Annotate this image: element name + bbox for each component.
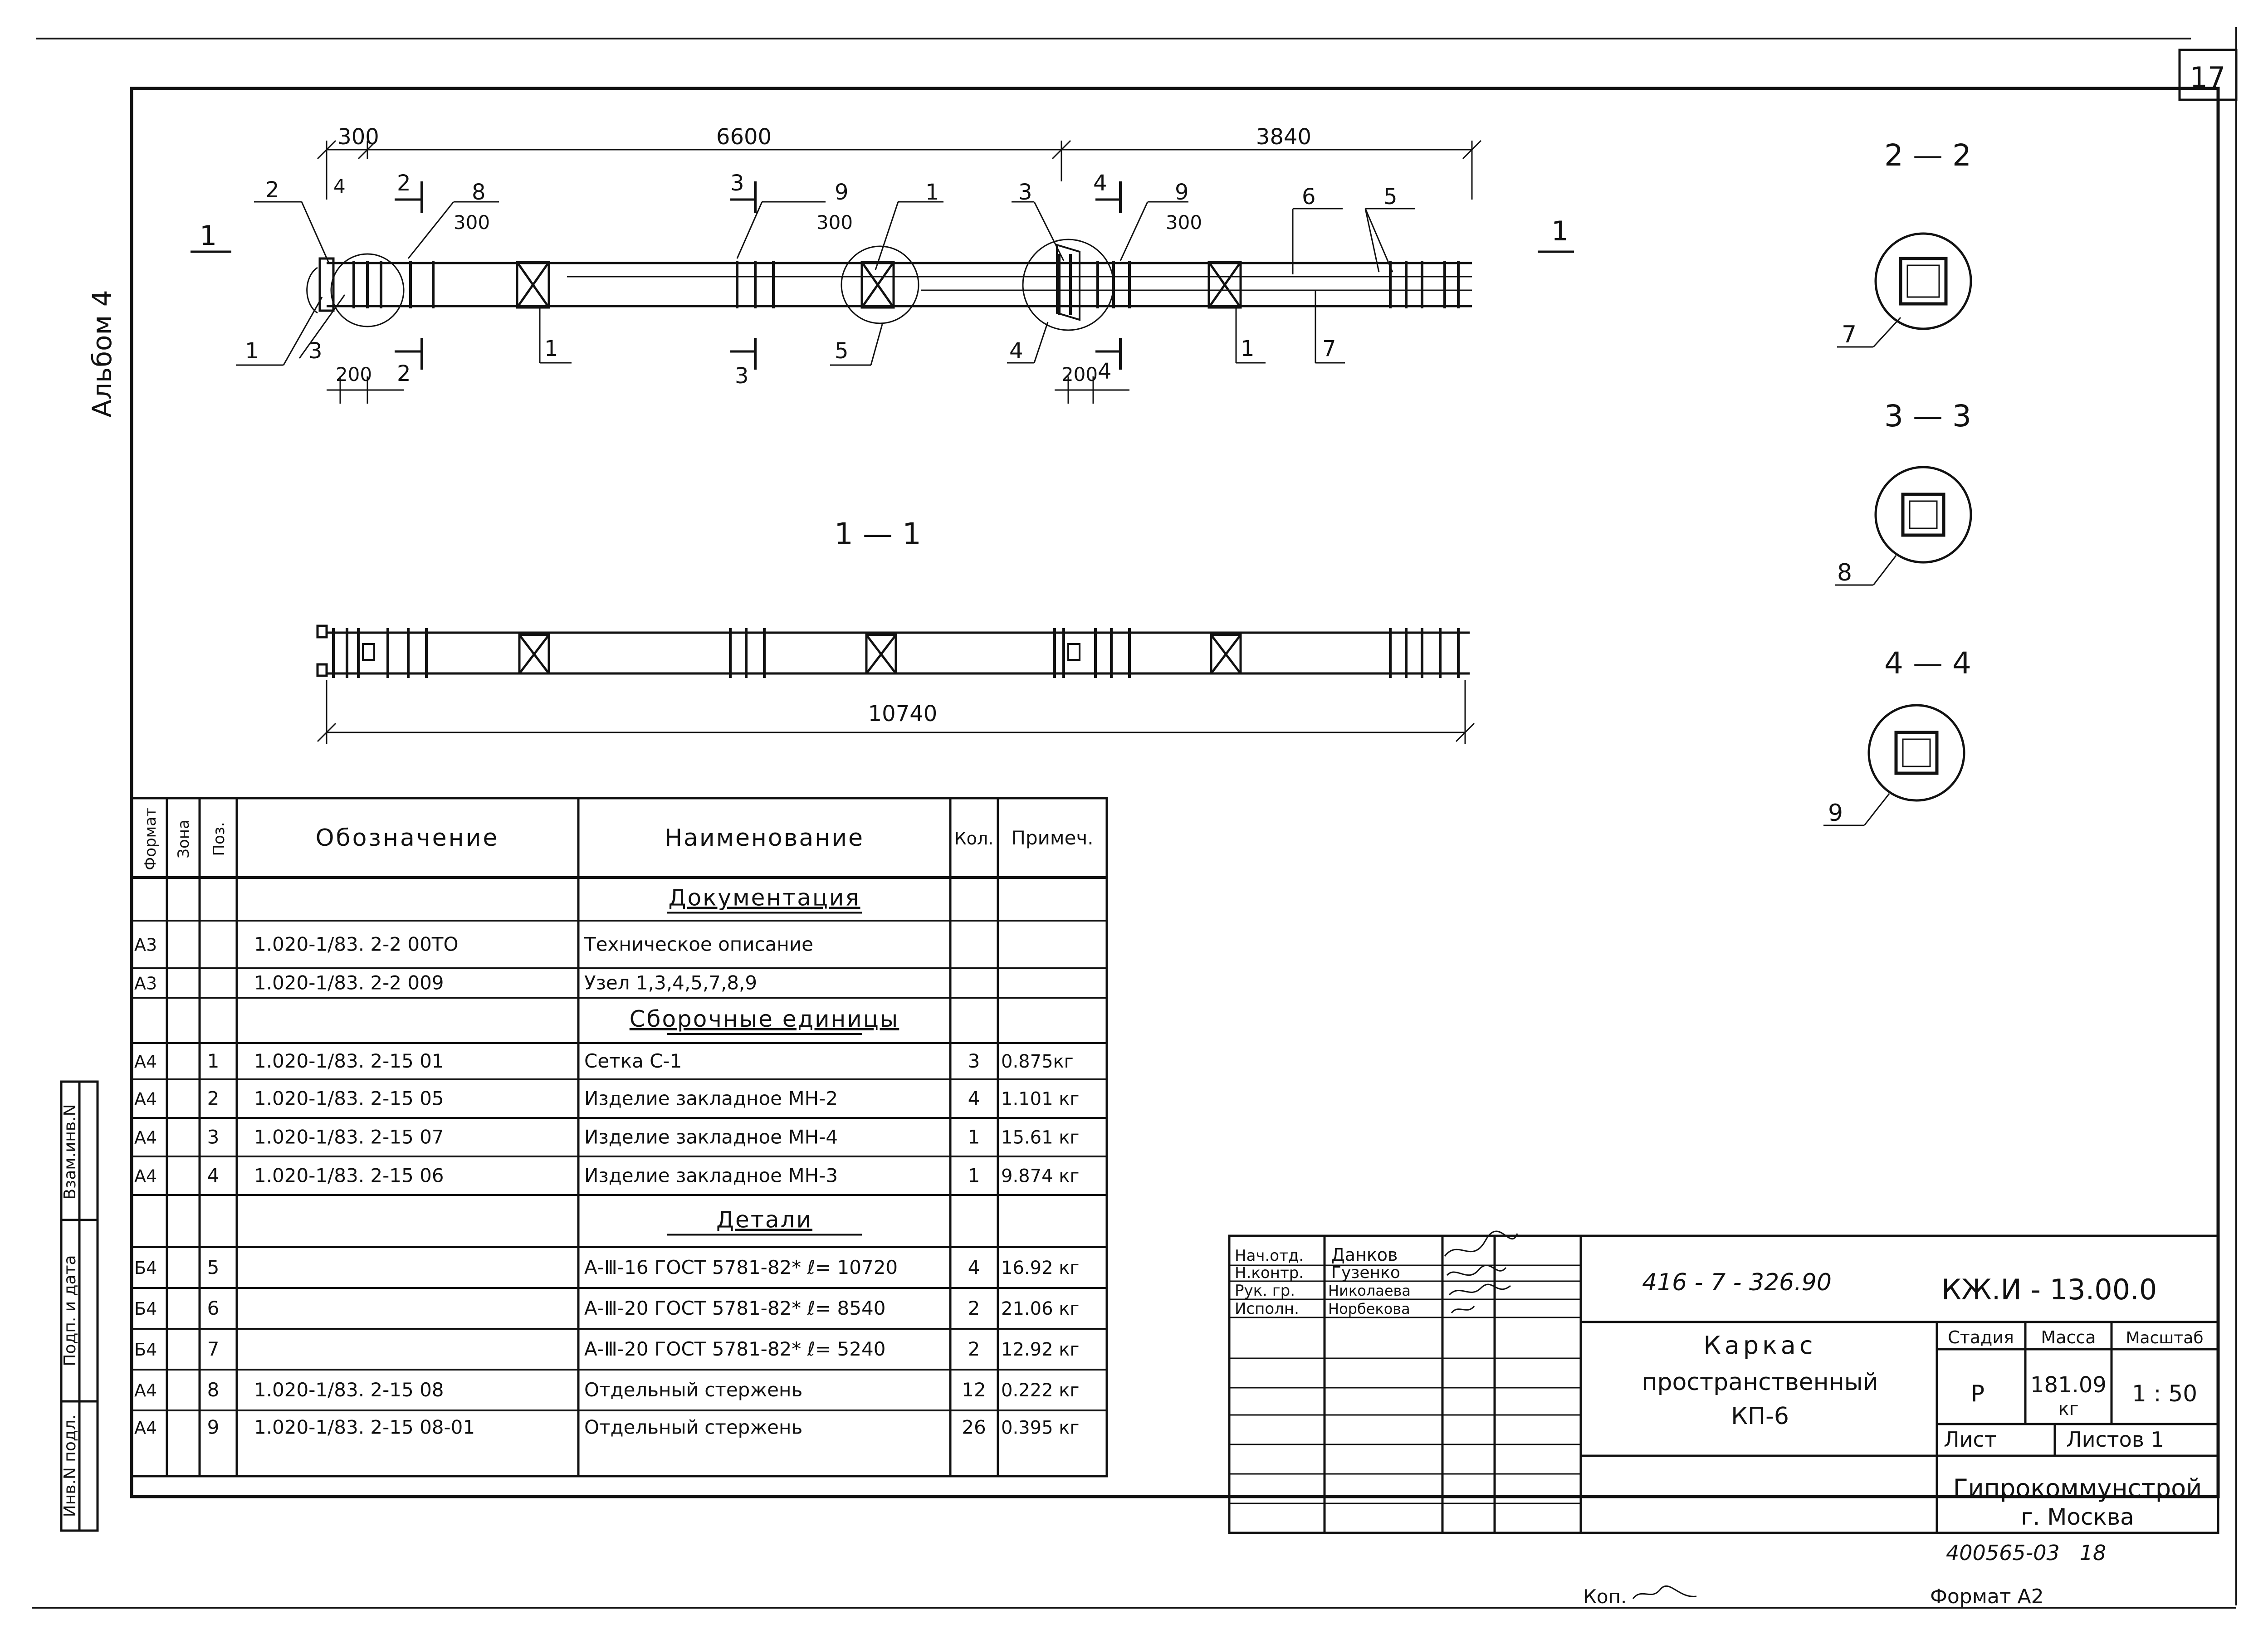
cell-position: 2: [207, 1087, 220, 1110]
cut-2-top: 2: [397, 171, 411, 196]
leader-7: 7: [1322, 336, 1336, 361]
title-line-2: пространственный: [1642, 1369, 1878, 1396]
leader-1a: 1: [925, 180, 939, 205]
cell-position: 8: [207, 1379, 220, 1401]
leader-6: 6: [1302, 184, 1316, 210]
cell-note: 12.92 кг: [1001, 1339, 1080, 1360]
dim-10740: 10740: [868, 701, 938, 727]
dim-300-left: 300: [337, 124, 379, 150]
organization-city: г. Москва: [2021, 1504, 2134, 1530]
signatures: [1445, 1231, 1517, 1313]
leader-1b: 1: [245, 338, 259, 364]
leader-9b: 9: [1175, 180, 1189, 205]
organization-name: Гипрокоммунстрой: [1953, 1474, 2202, 1502]
cell-format: Б4: [134, 1258, 157, 1278]
cell-designation: 1.020-1/83. 2-15 08-01: [254, 1416, 475, 1439]
cell-designation: 1.020-1/83. 2-15 08: [254, 1379, 444, 1401]
cell-format: А4: [134, 1052, 157, 1072]
stamp-label-replace: Взам.инв.N: [61, 1104, 79, 1200]
inventory-number: 400565-03 18: [1946, 1541, 2107, 1565]
cell-quantity: 2: [968, 1338, 980, 1360]
leader-2: 2: [265, 177, 279, 203]
cell-format: А3: [134, 935, 157, 955]
cut-3-bottom: 3: [735, 363, 749, 389]
cut-4-bottom: 4: [1098, 359, 1112, 384]
cross-section-3-3: [1835, 399, 1971, 586]
doc-code: КЖ.И - 13.00.0: [1941, 1273, 2157, 1306]
section-4-4-leader: 9: [1828, 800, 1843, 827]
cell-position: 9: [207, 1416, 220, 1439]
cross-section-2-2: [1837, 138, 1971, 348]
cell-name: Изделие закладное МН-2: [584, 1087, 838, 1110]
cell-quantity: 26: [962, 1416, 986, 1439]
sheets-count: Листов 1: [2066, 1427, 2164, 1452]
cell-format: А4: [134, 1127, 157, 1148]
cross-section-4-4: [1823, 646, 1971, 827]
leader-5: 5: [1383, 184, 1398, 210]
role-exec: Исполн.: [1235, 1300, 1299, 1318]
section-1-1-title: 1 — 1: [834, 517, 921, 551]
col-header-zone: Зона: [175, 819, 193, 858]
cut-1-right: 1: [1551, 215, 1569, 247]
sheet-label: Лист: [1944, 1427, 1997, 1452]
cell-position: 6: [207, 1297, 220, 1319]
person-group: Николаева: [1328, 1282, 1411, 1299]
section-2-2-leader: 7: [1842, 321, 1857, 348]
mass-label: Масса: [2041, 1327, 2096, 1347]
cut-4-small: 4: [333, 175, 346, 197]
cell-quantity: 1: [968, 1126, 980, 1148]
copier-signature: [1633, 1586, 1696, 1599]
role-head: Нач.отд.: [1235, 1247, 1304, 1265]
cell-format: А4: [134, 1089, 157, 1109]
cell-format: А4: [134, 1380, 157, 1400]
cut-1-left: 1: [200, 220, 217, 252]
pitch-300-c: 300: [1165, 211, 1202, 234]
format-label: Формат А2: [1930, 1585, 2044, 1608]
pitch-300-a: 300: [453, 211, 490, 234]
table-section-heading: Документация: [668, 884, 860, 911]
cell-note: 9.874 кг: [1001, 1166, 1080, 1187]
cell-name: Техническое описание: [584, 933, 813, 956]
col-header-name: Наименование: [664, 824, 865, 852]
copied-label: Коп.: [1583, 1585, 1627, 1608]
album-label: Альбом 4: [87, 290, 117, 418]
cell-designation: 1.020-1/83. 2-15 06: [254, 1164, 444, 1187]
cell-designation: 1.020-1/83. 2-2 00ТО: [254, 933, 459, 956]
cell-format: Б4: [134, 1299, 157, 1319]
cell-name: Сетка С-1: [584, 1050, 682, 1072]
pitch-200-left: 200: [335, 363, 372, 385]
person-exec: Норбекова: [1328, 1300, 1410, 1317]
cell-quantity: 3: [968, 1050, 980, 1072]
leader-1d: 1: [1241, 336, 1255, 361]
section-3-3-leader: 8: [1837, 559, 1853, 586]
section-2-2-title: 2 — 2: [1884, 138, 1971, 173]
stamp-label-sign: Подп. и дата: [61, 1255, 79, 1366]
stage-value: Р: [1970, 1380, 1985, 1407]
col-header-format: Формат: [142, 808, 160, 870]
pitch-200-right: 200: [1061, 363, 1098, 385]
cut-3-top: 3: [730, 171, 744, 196]
cell-name: Изделие закладное МН-3: [584, 1164, 838, 1187]
leader-3: 3: [1018, 180, 1032, 205]
cell-name: Узел 1,3,4,5,7,8,9: [584, 971, 758, 994]
sheet-number: 17: [2190, 61, 2226, 94]
cell-format: А4: [134, 1166, 157, 1186]
leader-3b: 3: [308, 338, 323, 364]
title-line-1: Каркас: [1703, 1331, 1817, 1360]
cell-note: 1.101 кг: [1001, 1088, 1080, 1110]
cell-note: 0.395 кг: [1001, 1417, 1080, 1439]
cell-quantity: 4: [968, 1087, 980, 1110]
role-group: Рук. гр.: [1235, 1282, 1295, 1300]
leader-5b: 5: [835, 338, 849, 364]
cell-designation: 1.020-1/83. 2-15 01: [254, 1050, 444, 1072]
role-norm: Н.контр.: [1235, 1264, 1304, 1282]
title-line-3: КП-6: [1731, 1403, 1789, 1430]
cell-note: 0.222 кг: [1001, 1380, 1080, 1401]
cut-4-top: 4: [1093, 171, 1107, 196]
cell-name: А-Ⅲ-20 ГОСТ 5781-82* ℓ= 8540: [584, 1297, 886, 1319]
cell-quantity: 1: [968, 1164, 980, 1187]
pitch-300-b: 300: [816, 211, 853, 234]
stamp-label-inventory: Инв.N подл.: [61, 1414, 79, 1517]
cell-note: 21.06 кг: [1001, 1298, 1080, 1319]
cell-format: А4: [134, 1418, 157, 1438]
plan-view-labels: [200, 124, 1569, 389]
leader-1c: 1: [544, 336, 558, 361]
scale-value: 1 : 50: [2131, 1380, 2198, 1407]
col-header-pos: Поз.: [210, 822, 228, 856]
person-norm: Гузенко: [1331, 1263, 1400, 1282]
cell-name: А-Ⅲ-20 ГОСТ 5781-82* ℓ= 5240: [584, 1338, 886, 1360]
cell-designation: 1.020-1/83. 2-15 05: [254, 1087, 444, 1110]
project-code: 416 - 7 - 326.90: [1642, 1269, 1832, 1296]
cell-position: 5: [207, 1256, 220, 1278]
table-section-heading: Сборочные единицы: [629, 1006, 899, 1032]
cell-name: Отдельный стержень: [584, 1379, 803, 1401]
leader-9a: 9: [835, 180, 849, 205]
cell-format: А3: [134, 973, 157, 994]
cell-position: 7: [207, 1338, 220, 1360]
person-head: Данков: [1331, 1245, 1398, 1265]
cell-position: 1: [207, 1050, 220, 1072]
mass-unit: кг: [2058, 1399, 2079, 1419]
cell-name: Отдельный стержень: [584, 1416, 803, 1439]
scale-label: Масштаб: [2126, 1329, 2204, 1347]
col-header-qty: Кол.: [954, 829, 994, 849]
col-header-code: Обозначение: [315, 824, 499, 852]
leader-4: 4: [1009, 338, 1023, 364]
table-section-heading: Детали: [716, 1206, 813, 1233]
cell-format: Б4: [134, 1340, 157, 1360]
cell-name: Изделие закладное МН-4: [584, 1126, 838, 1148]
cut-2-bottom: 2: [397, 361, 411, 386]
sheet-frame: [32, 27, 2236, 1608]
dim-3840: 3840: [1256, 124, 1312, 150]
cell-designation: 1.020-1/83. 2-2 009: [254, 971, 444, 994]
cell-name: А-Ⅲ-16 ГОСТ 5781-82* ℓ= 10720: [584, 1256, 898, 1278]
col-header-note: Примеч.: [1011, 827, 1094, 849]
mass-value: 181.09: [2030, 1372, 2107, 1398]
stage-label: Стадия: [1948, 1327, 2014, 1347]
leader-8: 8: [472, 180, 486, 205]
cell-quantity: 4: [968, 1256, 980, 1278]
dim-6600: 6600: [716, 124, 772, 150]
cell-designation: 1.020-1/83. 2-15 07: [254, 1126, 444, 1148]
section-4-4-title: 4 — 4: [1884, 646, 1971, 681]
cell-quantity: 2: [968, 1297, 980, 1319]
cell-position: 4: [207, 1164, 220, 1187]
cell-position: 3: [207, 1126, 220, 1148]
section-3-3-title: 3 — 3: [1884, 399, 1971, 434]
cell-quantity: 12: [962, 1379, 986, 1401]
cell-note: 15.61 кг: [1001, 1127, 1080, 1148]
cell-note: 0.875кг: [1001, 1051, 1074, 1072]
cell-note: 16.92 кг: [1001, 1258, 1080, 1278]
